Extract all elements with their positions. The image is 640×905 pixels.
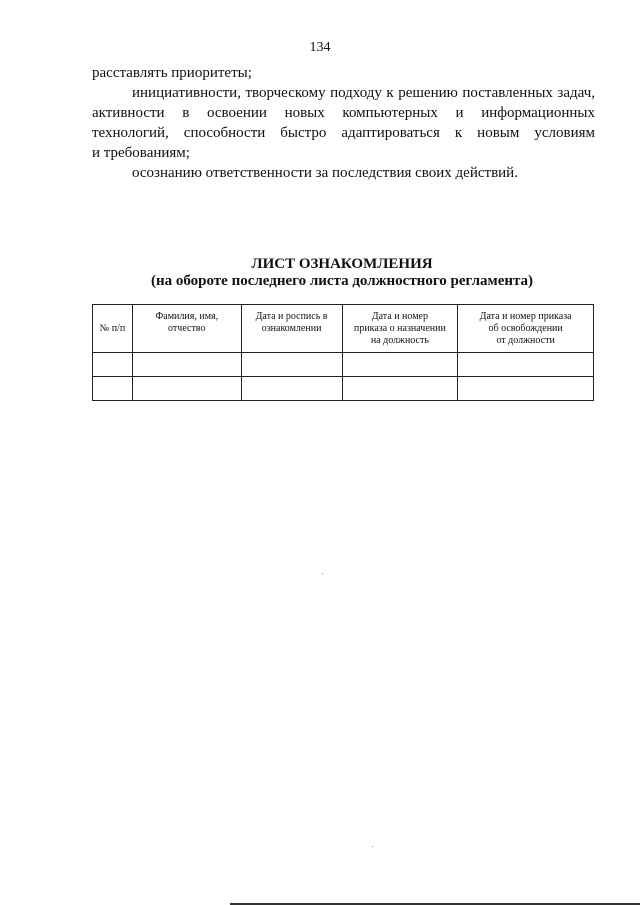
header-full-name [132, 305, 241, 353]
header-text: на должность [370, 335, 429, 346]
header-text: № п/п [99, 322, 126, 334]
text-line: активности в освоении новых компьютерных и информационных [92, 105, 595, 121]
text-line: расставлять приоритеты; [92, 65, 252, 81]
table-cell[interactable] [132, 377, 241, 401]
table-cell[interactable] [241, 353, 342, 377]
table-cell[interactable] [458, 353, 594, 377]
text-line: инициативности, творческому подходу к решению поставленных задач, [132, 85, 595, 101]
header-text: об освобождении [488, 323, 563, 334]
table-row [93, 377, 594, 401]
sheet-title: ЛИСТ ОЗНАКОМЛЕНИЯ [251, 256, 433, 272]
scan-speck [372, 846, 373, 847]
table-cell[interactable] [93, 353, 133, 377]
header-number [93, 305, 133, 353]
header-date-signature [241, 305, 342, 353]
header-text: ознакомлении [261, 323, 322, 334]
header-text: Дата и номер [371, 311, 428, 322]
header-text: Фамилия, имя, [155, 311, 219, 322]
header-text: приказа о назначении [353, 323, 446, 334]
table-cell[interactable] [342, 353, 458, 377]
table-cell[interactable] [132, 353, 241, 377]
table-cell[interactable] [241, 377, 342, 401]
table-cell[interactable] [458, 377, 594, 401]
header-appointment-order [342, 305, 458, 353]
body-text [92, 63, 595, 183]
text-line: и требованиям; [92, 145, 190, 161]
scan-speck [322, 573, 323, 574]
table-header-row [93, 305, 594, 353]
sheet-subtitle: (на обороте последнего листа должностного регламента) [150, 273, 534, 289]
table-cell[interactable] [342, 377, 458, 401]
header-text: Дата и роспись в [255, 311, 328, 322]
header-text: Дата и номер приказа [479, 311, 572, 322]
header-text: отчество [168, 323, 206, 334]
table-cell[interactable] [93, 377, 133, 401]
header-text: от должности [496, 335, 555, 346]
table-row [93, 353, 594, 377]
text-line: осознанию ответственности за последствия своих действий. [132, 165, 518, 181]
header-dismissal-order [458, 305, 594, 353]
page-number: 134 [309, 40, 331, 55]
text-line: технологий, способности быстро адаптироваться к новым условиям [92, 125, 595, 141]
acknowledgement-table [92, 304, 594, 401]
